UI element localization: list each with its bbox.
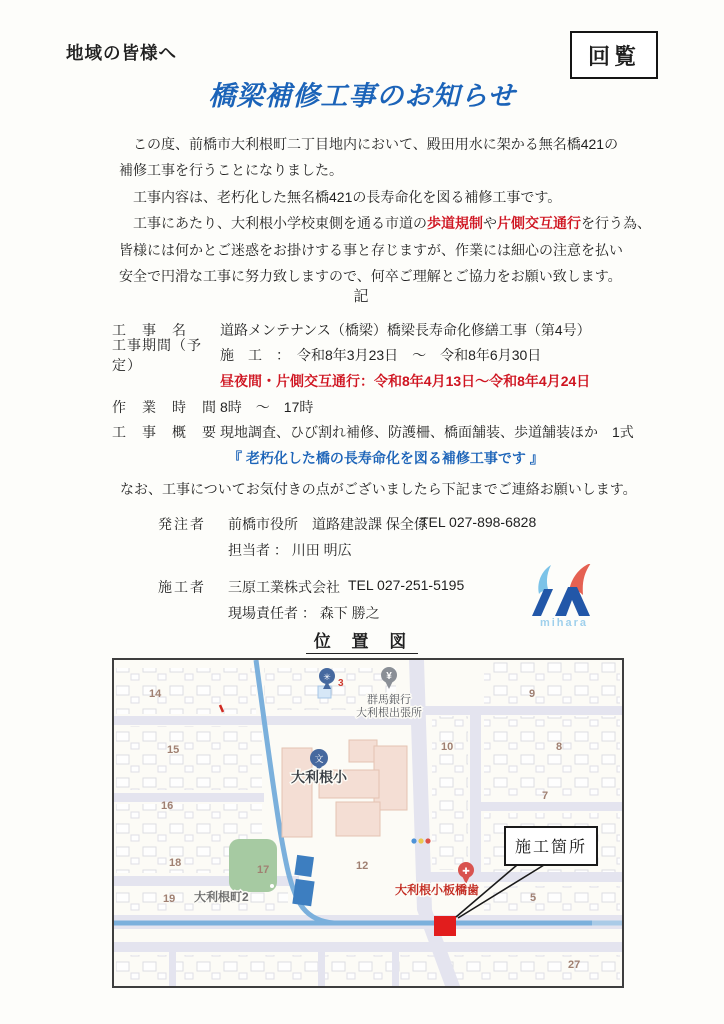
block-number-7: 7 xyxy=(542,790,549,802)
detail-row-outline: 工 事 概 要 現地調査、ひび割れ補修、防護柵、橋面舗装、歩道舗装ほか 1式 xyxy=(112,424,634,441)
block-number-9: 9 xyxy=(529,688,536,700)
block-number-15: 15 xyxy=(167,744,180,756)
regulation-highlight-1: 歩道規制 xyxy=(427,215,483,232)
pin-side-number: 3 xyxy=(338,678,344,689)
work-details xyxy=(112,317,652,471)
detail-row-slogan: 『 老朽化した橋の長寿命化を図る補修工事です 』 xyxy=(228,449,544,466)
orderer-tel: TEL 027-898-6828 xyxy=(420,514,537,530)
block-number-17: 17 xyxy=(257,864,270,876)
detail-row-period: 工事期間（予定） 施 工 ： 令和8年3月23日 ～ 令和8年6月30日 xyxy=(112,337,542,374)
orderer-label: 発注者 xyxy=(158,516,206,532)
block-number-19: 19 xyxy=(163,893,176,905)
circulation-stamp-text: 回覧 xyxy=(587,43,640,69)
logo-right-leg xyxy=(555,587,590,616)
location-map xyxy=(112,658,624,988)
contractor-name: 三原工業株式会社 xyxy=(228,579,340,595)
bank-label-1: 群馬銀行 xyxy=(367,694,411,706)
block-number-27: 27 xyxy=(568,959,581,971)
intro-line-3: 工事内容は、老朽化した無名橋421の長寿命化を図る補修工事です。 xyxy=(119,188,562,205)
block-number-16: 16 xyxy=(161,800,174,812)
logo-left-leg xyxy=(532,589,553,616)
ki-mark: 記 xyxy=(353,288,371,305)
logo-wordmark: mihara xyxy=(539,617,589,629)
school-buildings xyxy=(282,740,407,837)
regulation-highlight-2: 片側交互通行 xyxy=(497,215,581,232)
detail-row-hours: 作 業 時 間 8時 ～ 17時 xyxy=(112,398,314,415)
orderer-name: 前橋市役所 道路建設課 保全係 xyxy=(228,516,428,532)
block-number-14: 14 xyxy=(149,688,162,700)
circulation-stamp xyxy=(570,31,658,79)
map-heading: 位 置 図 xyxy=(0,627,724,654)
block-number-18: 18 xyxy=(169,857,182,869)
traffic-light-icon xyxy=(411,838,430,843)
contractor-tel: TEL 027-251-5195 xyxy=(348,577,465,593)
block-number-12: 12 xyxy=(356,860,369,872)
school-label: 大利根小 xyxy=(291,769,347,785)
contact-note: なお、工事についてお気付きの点がございましたら下記までご連絡お願いします。 xyxy=(120,481,637,497)
work-site-callout xyxy=(505,827,597,865)
intro-line-2: 補修工事を行うことになりました。 xyxy=(119,162,343,179)
intro-line-4: 工事にあたり、大利根小学校東側を通る市道の歩道規制や片側交互通行を行う為、 xyxy=(119,215,651,232)
intro-line-1: この度、前橋市大利根町二丁目地内において、殿田用水に架かる無名橋421の xyxy=(119,136,619,152)
school-pin-icon: 文 xyxy=(314,754,324,764)
block-number-8: 8 xyxy=(556,741,563,753)
mihara-logo-icon xyxy=(524,564,608,630)
contractor-label: 施工者 xyxy=(158,579,206,595)
dental-pin-icon: ✚ xyxy=(462,866,470,876)
town-label: 大利根町2 xyxy=(194,890,249,904)
intro-line-6: 安全で円滑な工事に努力致しますので、何卒ご理解とご協力をお願い致します。 xyxy=(119,268,622,285)
community-pin-icon: ✳ xyxy=(323,672,331,682)
page-title: 橋梁補修工事のお知らせ xyxy=(208,81,516,111)
bank-label-2: 大利根出張所 xyxy=(356,707,422,719)
work-site-marker xyxy=(434,916,456,936)
contractor-person: 現場責任者 ： 森下 勝之 xyxy=(228,605,380,621)
intro-paragraphs xyxy=(119,131,664,289)
dental-label: 大利根小板橋歯 xyxy=(395,883,480,897)
park xyxy=(229,839,277,892)
block-number-5: 5 xyxy=(530,892,537,904)
intro-line-5: 皆様には何かとご迷惑をお掛けする事と存じますが、作業には細心の注意を払い xyxy=(119,241,623,258)
block-number-10: 10 xyxy=(441,741,454,753)
orderer-person: 担当者 ： 川田 明広 xyxy=(228,542,352,558)
callout-text: 施工箇所 xyxy=(514,839,588,856)
bank-pin-icon: ¥ xyxy=(386,671,392,682)
detail-row-name: 工 事 名 道路メンテナンス（橋梁）橋梁長寿命化修繕工事（第4号） xyxy=(112,321,591,338)
audience-line: 地域の皆様へ xyxy=(66,43,177,63)
detail-row-period-restriction: 昼夜間・片側交互通行：令和8年4月13日～令和8年4月24日 xyxy=(220,372,591,389)
